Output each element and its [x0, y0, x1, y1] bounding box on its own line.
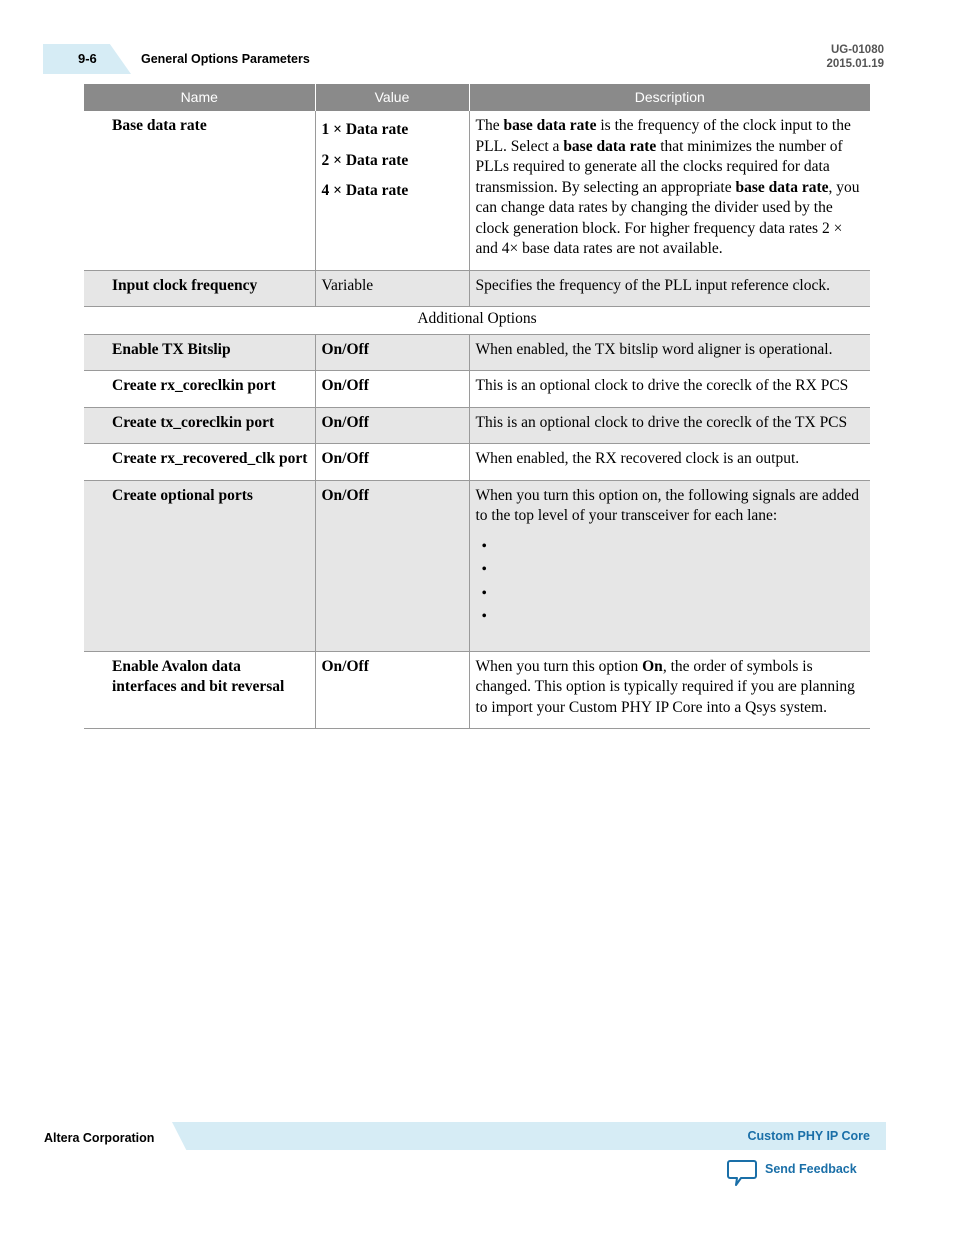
column-header-name: Name: [84, 84, 315, 111]
param-description: [469, 651, 870, 729]
table-row: [84, 334, 870, 371]
additional-options-heading: Additional Options: [84, 307, 870, 335]
signal-bullet-list: [476, 541, 865, 635]
param-name: Enable TX Bitslip: [84, 334, 315, 371]
table-row: [84, 111, 870, 270]
param-description: When enabled, the TX bitslip word aligner is operational.: [469, 334, 870, 371]
param-value: On/Off: [315, 371, 469, 408]
param-value: Variable: [315, 270, 469, 307]
desc-text: When you turn this option on, the following signals are added to the top level of your transceiver for each lane:: [475, 486, 860, 524]
desc-text: , the order of symbols is changed. This option is typically required if you are planning to import your Custom PHY IP Core into a Qsys system.: [475, 657, 855, 716]
table-row: [84, 480, 870, 651]
parameters-table: [84, 84, 870, 729]
desc-text: When you turn this option: [475, 657, 643, 675]
speech-bubble-icon: [727, 1159, 757, 1187]
param-name: Create optional ports: [84, 480, 315, 651]
param-name: Base data rate: [84, 111, 315, 270]
param-name: Create rx_coreclkin port: [84, 371, 315, 408]
param-value: On/Off: [315, 334, 469, 371]
desc-emphasis: base data rate: [563, 137, 657, 155]
list-item: [482, 588, 865, 612]
param-value: On/Off: [315, 444, 469, 481]
desc-emphasis: base data rate: [735, 178, 829, 196]
table-header-row: [84, 84, 870, 111]
send-feedback-link[interactable]: [727, 1159, 857, 1187]
param-name: Enable Avalon data interfaces and bit reversal: [84, 651, 315, 729]
param-value: [315, 111, 469, 270]
list-item: [482, 611, 865, 635]
table-row: [84, 651, 870, 729]
param-value: On/Off: [315, 480, 469, 651]
value-option: 1 × Data rate: [321, 121, 409, 138]
section-title: General Options Parameters: [141, 52, 310, 66]
param-name: Input clock frequency: [84, 270, 315, 307]
doc-title-link[interactable]: Custom PHY IP Core: [747, 1129, 870, 1143]
value-option: 4 × Data rate: [321, 182, 409, 199]
param-value: On/Off: [315, 407, 469, 444]
list-item: [482, 541, 865, 565]
table-row: [84, 270, 870, 307]
param-name: Create rx_recovered_clk port: [84, 444, 315, 481]
column-header-description: Description: [469, 84, 870, 111]
desc-text: is the frequency of the clock input to the PLL. Select a: [475, 117, 851, 155]
param-description: This is an optional clock to drive the coreclk of the RX PCS: [469, 371, 870, 408]
page-number: 9-6: [78, 51, 97, 66]
desc-text: that minimizes the number of PLLs required to generate all the clocks required for data transmission. By selecting an appropriate: [475, 137, 843, 196]
value-option: 2 × Data rate: [321, 151, 409, 169]
param-description: Specifies the frequency of the PLL input reference clock.: [469, 270, 870, 307]
doc-id: [826, 43, 884, 71]
param-description: This is an optional clock to drive the coreclk of the TX PCS: [469, 407, 870, 444]
desc-emphasis: On: [642, 657, 663, 675]
param-description: [469, 480, 870, 651]
param-name: Create tx_coreclkin port: [84, 407, 315, 444]
param-description: When enabled, the RX recovered clock is an output.: [469, 444, 870, 481]
doc-date: 2015.01.19: [826, 58, 884, 70]
doc-id-number: UG-01080: [830, 44, 884, 56]
table-row: [84, 444, 870, 481]
table-subheading-row: [84, 307, 870, 335]
table-row: [84, 407, 870, 444]
param-value: On/Off: [315, 651, 469, 729]
param-description: [469, 111, 870, 270]
desc-text: , you can change data rates by changing the divider used by the clock generation block. For higher frequency data rates 2 × and 4× base data rates are not available.: [475, 178, 860, 257]
list-item: [482, 564, 865, 588]
desc-emphasis: base data rate: [503, 117, 597, 134]
send-feedback-label: Send Feedback: [765, 1162, 857, 1176]
desc-text: The: [475, 117, 504, 134]
table-row: [84, 371, 870, 408]
column-header-value: Value: [315, 84, 469, 111]
company-name: Altera Corporation: [44, 1131, 155, 1145]
